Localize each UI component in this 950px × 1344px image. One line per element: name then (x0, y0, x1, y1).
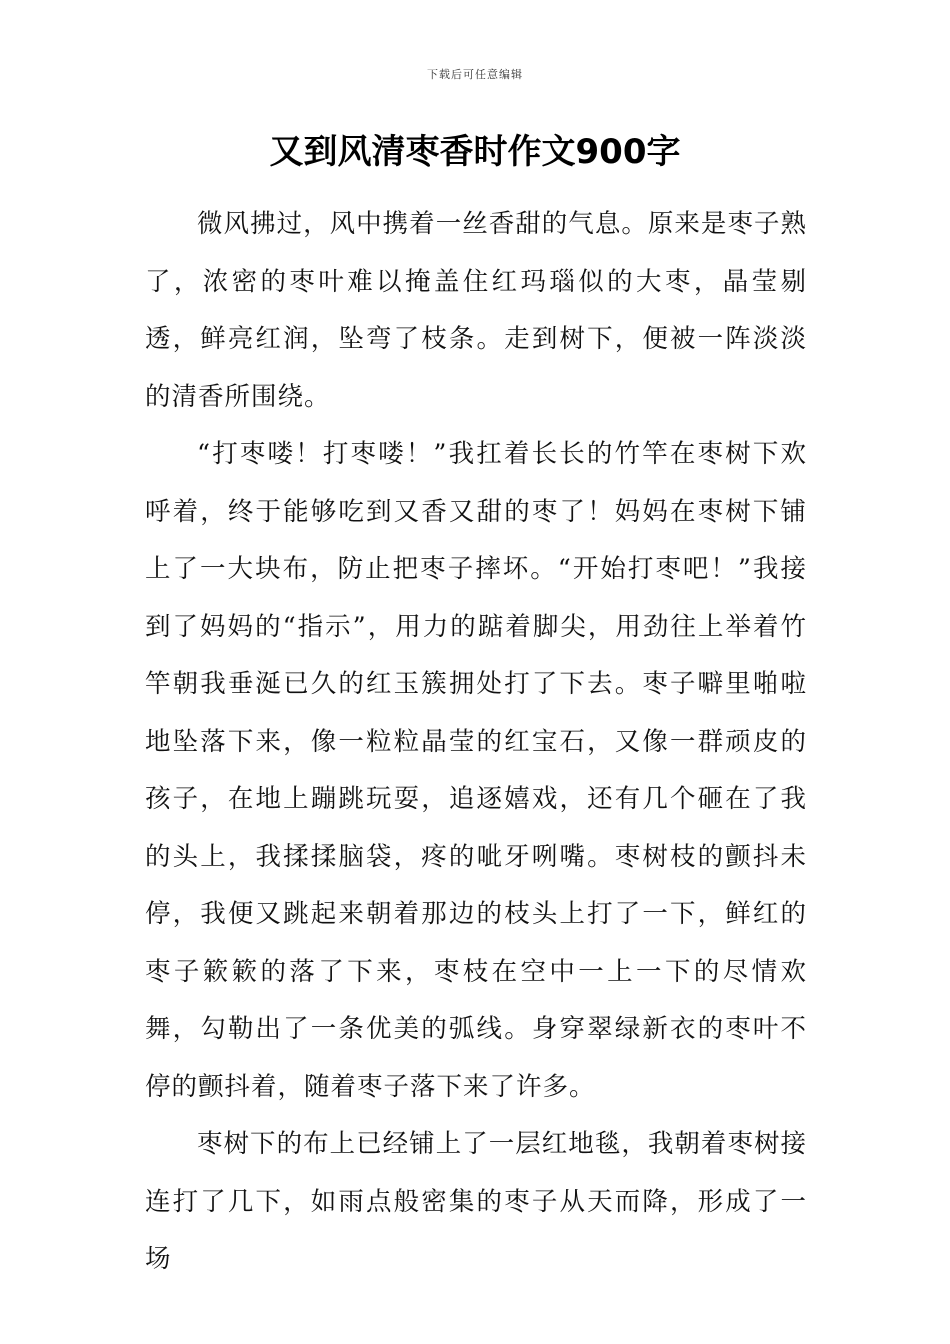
document-body (145, 196, 807, 1289)
paragraph: 微风拂过，风中携着一丝香甜的气息。原来是枣子熟了，浓密的枣叶难以掩盖住红玛瑙似的大枣，晶莹剔透，鲜亮红润，坠弯了枝条。走到树下，便被一阵淡淡的清香所围绕。 (145, 209, 807, 412)
paragraph: “打枣喽！打枣喽！”我扛着长长的竹竿在枣树下欢呼着，终于能够吃到又香又甜的枣了！妈妈在枣树下铺上了一大块布，防止把枣子摔坏。“开始打枣吧！”我接到了妈妈的“指示”，用力的踮着脚尖，用劲往上举着竹竿朝我垂涎已久的红玉簇拥处打了下去。枣子噼里啪啦地坠落下来，像一粒粒晶莹的红宝石，又像一群顽皮的孩子，在地上蹦跳玩耍，追逐嬉戏，还有几个砸在了我的头上，我揉揉脑袋，疼的呲牙咧嘴。枣树枝的颤抖未停，我便又跳起来朝着那边的枝头上打了一下，鲜红的枣子簌簌的落了下来，枣枝在空中一上一下的尽情欢舞，勾勒出了一条优美的弧线。身穿翠绿新衣的枣叶不停的颤抖着，随着枣子落下来了许多。 (145, 439, 807, 1102)
document-title: 又到风清枣香时作文900字 (269, 132, 681, 172)
header-note: 下载后可任意编辑 (427, 68, 523, 81)
paragraph: 枣树下的布上已经铺上了一层红地毯，我朝着枣树接连打了几下，如雨点般密集的枣子从天而降，形成了一场 (145, 1129, 807, 1274)
